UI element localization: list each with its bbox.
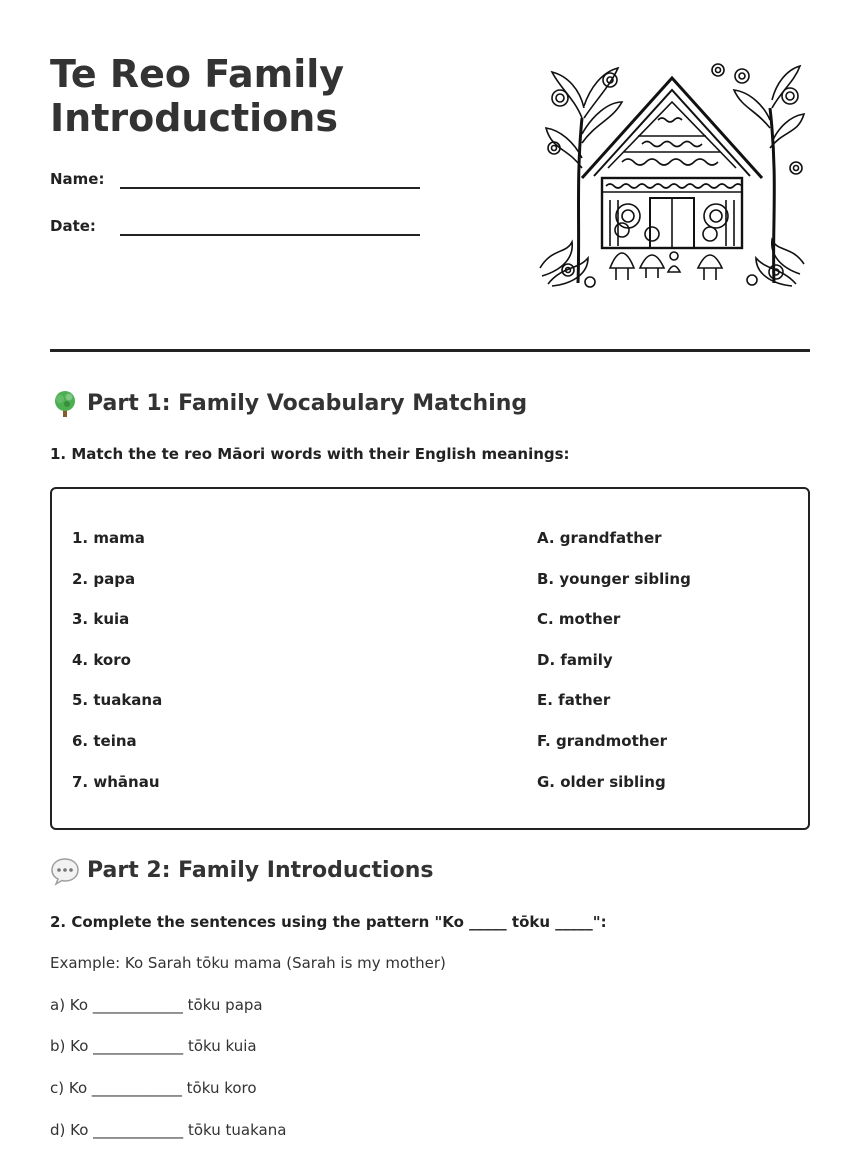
example-sentence: Example: Ko Sarah tōku mama (Sarah is my mother) (50, 954, 446, 972)
fill-in-sentence[interactable]: c) Ko ____________ tōku koro (50, 1079, 257, 1097)
title-line-2: Introductions (50, 96, 338, 140)
english-meaning-item: D. family (537, 651, 613, 669)
vocabulary-matching-box (50, 487, 810, 830)
tree-icon (50, 389, 80, 419)
date-label: Date: (50, 217, 96, 235)
name-label: Name: (50, 170, 105, 188)
speech-bubble-icon (50, 856, 80, 886)
maori-word-item: 3. kuia (72, 610, 130, 628)
maori-word-item: 5. tuakana (72, 691, 163, 709)
fill-in-sentence[interactable]: d) Ko ____________ tōku tuakana (50, 1121, 287, 1139)
name-field-row (50, 164, 420, 189)
part2-title: Part 2: Family Introductions (87, 858, 434, 883)
date-field-row (50, 211, 420, 236)
part2-instruction: 2. Complete the sentences using the pattern "Ko _____ tōku _____": (50, 913, 607, 931)
maori-word-item: 2. papa (72, 570, 136, 588)
english-meaning-item: B. younger sibling (537, 570, 691, 588)
name-input-line[interactable] (120, 164, 420, 189)
maori-word-item: 1. mama (72, 529, 145, 547)
header-divider (50, 349, 810, 352)
part2-heading (50, 856, 433, 886)
english-meaning-item: A. grandfather (537, 529, 662, 547)
fill-in-sentence[interactable]: b) Ko ____________ tōku kuia (50, 1037, 257, 1055)
worksheet-title (50, 52, 450, 140)
english-meaning-item: G. older sibling (537, 773, 666, 791)
maori-word-item: 6. teina (72, 732, 137, 750)
wharenui-family-illustration (538, 58, 806, 288)
english-meaning-item: C. mother (537, 610, 621, 628)
fill-in-sentence[interactable]: a) Ko ____________ tōku papa (50, 996, 263, 1014)
maori-word-item: 4. koro (72, 651, 131, 669)
title-line-1: Te Reo Family (50, 52, 345, 96)
date-input-line[interactable] (120, 211, 420, 236)
english-meaning-item: F. grandmother (537, 732, 667, 750)
english-meaning-item: E. father (537, 691, 611, 709)
part1-title: Part 1: Family Vocabulary Matching (87, 391, 528, 416)
part1-instruction: 1. Match the te reo Māori words with their English meanings: (50, 445, 570, 463)
maori-word-item: 7. whānau (72, 773, 160, 791)
part1-heading (50, 389, 527, 419)
